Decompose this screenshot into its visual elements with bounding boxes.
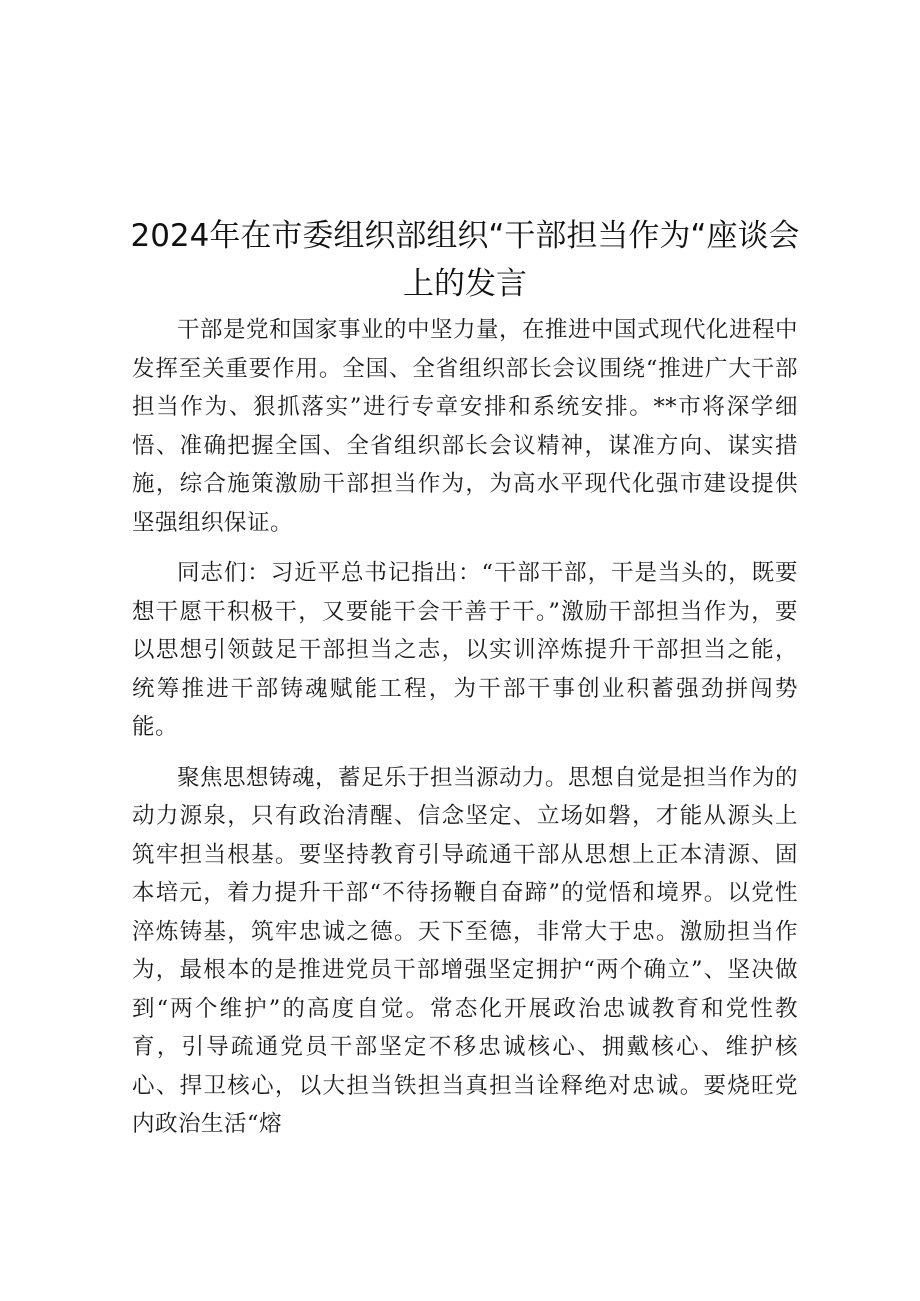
paragraph-3: 聚焦思想铸魂，蓄足乐于担当源动力。思想自觉是担当作为的动力源泉，只有政治清醒、信念坚定、立场如磐，才能从源头上筑牢担当根基。要坚持教育引导疏通干部从思想上正本清源、固本培元，着力提升干部“不待扬鞭自奋蹄”的觉悟和境界。以党性淬炼铸基，筑牢忠诚之德。天下至德，非常大于忠。激励担当作为，最根本的是推进党员干部增强坚定拥护“两个确立”、坚决做到“两个维护”的高度自觉。常态化开展政治忠诚教育和党性教育，引导疏通党员干部坚定不移忠诚核心、拥戴核心、维护核心、捍卫核心，以大担当铁担当真担当诠释绝对忠诚。要烧旺党内政治生活“熔 xyxy=(132,764,799,1137)
document-body xyxy=(132,311,798,1156)
paragraph-1: 干部是党和国家事业的中坚力量，在推进中国式现代化进程中发挥至关重要作用。全国、全省组织部长会议围绕“推进广大干部担当作为、狠抓落实”进行专章安排和系统安排。**市将深学细悟、准确把握全国、全省组织部长会议精神，谋准方向、谋实措施，综合施策激励干部担当作为，为高水平现代化强市建设提供坚强组织保证。 xyxy=(132,317,799,536)
document-title: 2024年在市委组织部组织“干部担当作为“座谈会上的发言 xyxy=(130,218,800,302)
paragraph-2: 同志们：习近平总书记指出：“干部干部，干是当头的，既要想干愿干积极干，又要能干会干善于干。”激励干部担当作为，要以思想引领鼓足干部担当之志，以实训淬炼提升干部担当之能，统筹推进干部铸魂赋能工程，为干部干事创业积蓄强劲拼闯势能。 xyxy=(132,560,798,740)
